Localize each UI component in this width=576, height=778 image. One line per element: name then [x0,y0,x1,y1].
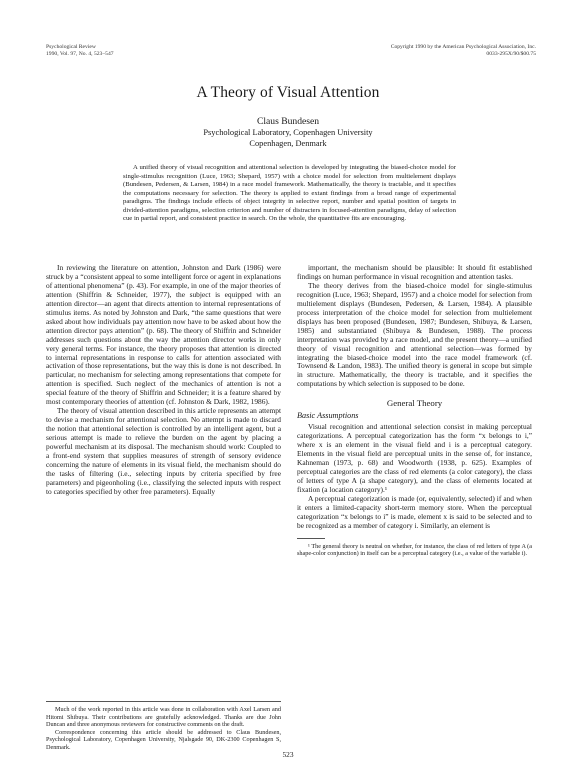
journal-volume: 1990, Vol. 97, No. 4, 523–547 [46,51,114,57]
copyright-notice: Copyright 1990 by the American Psychological Association, Inc. [390,44,536,50]
author-notes [46,701,281,752]
left-column [46,264,281,497]
body-paragraph: important, the mechanism should be plausible: It should fit established findings on human performance in visual recognition and attention tasks. [297,263,532,281]
issn: 0033-295X/90/$00.75 [486,51,536,57]
author-affiliation [0,128,576,149]
body-paragraph: The theory of visual attention described in this article represents an attempt to devise a mechanism for attentional selection. No attempt is made to discard the notion that attentional selection is controlled by an intelligent agent, but a serious attempt is made to relieve the burden on the agent by placing a powerful mechanism at its disposal. The mechanism should work: Coupled to a front-end system that supplies measures of strength of sensory evidence concerning the nature of elements in its visual field, the mechanism should do the tasks of filtering (i.e., selecting inputs by criteria specified by free parameters) and pigeonholing (i.e., classifying the selected inputs with respect to categories specified by other free parameters). Equally [46,406,281,496]
body-paragraph: Visual recognition and attentional selection consist in making perceptual categorizations. A perceptual categorization has the form “x belongs to i,” where x is an element in the visual field and i is a perceptual category. Elements in the visual field are perceptual units in the sense of, for instance, Kahneman (1973, p. 68) and Woodworth (1938, p. 625). Examples of perceptual categories are the class of red elements (a color category), the class of letters of type A (a shape category), and the class of elements located at fixation (a location category).¹ [297,422,532,495]
correspondence-note: Correspondence concerning this article should be addressed to Claus Bundesen, Psychological Laboratory, Copenhagen University, Njalsgade 90, DK-2300 Copenhagen S, Denmark. [46,728,281,751]
running-header-left [46,44,114,58]
journal-name: Psychological Review [46,44,96,50]
author-name: Claus Bundesen [256,116,320,127]
footnote: ¹ The general theory is neutral on whether, for instance, the class of red letters of type A (a shape-color conjunction) in itself can be a perceptual category (i.e., a value of the variable i). [297,542,532,558]
section-heading: General Theory [386,398,443,409]
notes-divider [46,701,281,702]
abstract: A unified theory of visual recognition and attentional selection is developed by integrating the biased-choice model for single-stimulus recognition (Luce, 1963; Shepard, 1957) with a choice model for selection from multielement displays (Bundesen, Pedersen, & Larsen, 1984) in a race model framework. Mathematically, the theory is tractable, and it specifies the computations necessary for selection. The theory is applied to extant findings from a broad range of experimental paradigms. The findings include effects of object integrity in selective report, number and spatial position of targets in divided-attention paradigms, selection criterion and number of distracters in focused-attention paradigms, delay of selection cue in partial report, and consistent practice in search. On the whole, the quantitative fits are encouraging. [123,164,456,223]
body-paragraph: The theory derives from the biased-choice model for single-stimulus recognition (Luce, 1963; Shepard, 1957) and a choice model for selection from multielement displays (Bundesen, Pedersen, & Larsen, 1984). A plausible process interpretation of the choice model for selection from multielement displays has been proposed (Bundesen, 1987; Bundesen, Shibuya, & Larsen, 1985) and substantiated (Shibuya & Bundesen, 1988). The process interpretation was provided by a race model, and the present theory—a unified theory of visual recognition and attentional selection—was formed by integrating the biased-choice model into the race model framework (cf. Townsend & Landon, 1983). The unified theory is general in scope but simple in structure. Mathematically, the theory is tractable, and it specifies the computations by which selection is supposed to be done. [297,280,532,389]
body-paragraph: In reviewing the literature on attention, Johnston and Dark (1986) were struck by a “consistent appeal to some intelligent force or agent in explanations of attentional phenomena” (p. 43). For example, in one of the major theories of attention (Shiffrin & Schneider, 1977), the subject is equipped with an attention director—an agent that directs attention to internal representations of stimulus items. As noted by Johnston and Dark, “the same questions that were asked about how individuals pay attention now have to be asked about how the attention director pays attention” (p. 68). The theory of Shiffrin and Schneider addresses such questions about the way the attention director works in only very general terms. For instance, the theory proposes that attention is directed to internal representations in response to calls for attention associated with activation of those representations, but the way this is done is not described. In particular, no mechanism for selecting among representations that compete for attention is specified. Such neglect of the mechanics of attention is not a special feature of the theory of Shiffrin and Schneider; it is a feature shared by most contemporary theories of attention (cf. Johnston & Dark, 1982, 1986). [46,263,281,407]
right-column [297,264,532,558]
page-number: 523 [282,750,294,759]
footnote-divider [297,538,325,539]
article-title: A Theory of Visual Attention [196,84,380,101]
body-paragraph: A perceptual categorization is made (or, equivalently, selected) if and when it enters a limited-capacity short-term memory store. When the perceptual categorization “x belongs to i” is made, element x is said to be selected and to be recognized as a member of category i. Similarly, an element is [297,493,532,530]
acknowledgment-note: Much of the work reported in this article was done in collaboration with Axel Larsen and Hitomi Shibuya. Their contributions are gratefully acknowledged. Thanks are due John Duncan and three anonymous reviewers for constructive comments on the draft. [46,706,281,729]
subsection-heading: Basic Assumptions [297,411,359,421]
running-header-right [391,44,536,58]
affiliation-department: Psychological Laboratory, Copenhagen University [203,128,373,137]
affiliation-location: Copenhagen, Denmark [249,138,327,148]
